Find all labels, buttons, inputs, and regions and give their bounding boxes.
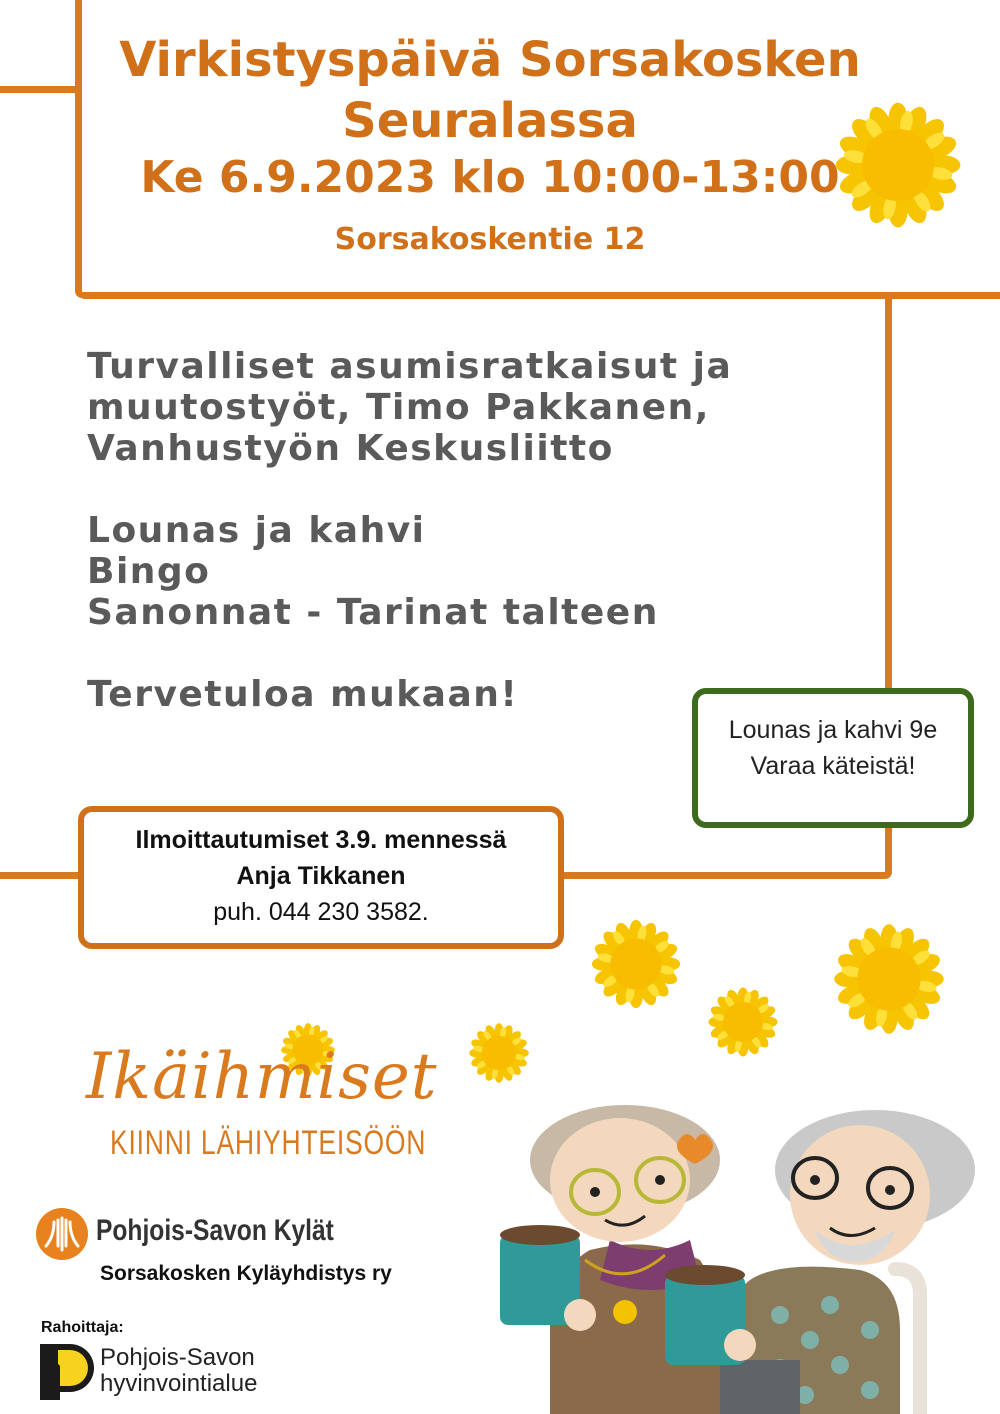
sunflower-icon xyxy=(590,918,682,1010)
program-line: Bingo xyxy=(87,551,211,592)
price-line: Lounas ja kahvi 9e xyxy=(728,716,938,744)
registration-deadline: Ilmoittautumiset 3.9. mennessä xyxy=(135,826,507,854)
frame-line-header-bottom xyxy=(78,292,1000,299)
funder-name-line1: Pohjois-Savon xyxy=(100,1344,255,1371)
event-title-line2: Seuralassa xyxy=(342,93,638,149)
sunflower-icon xyxy=(707,986,779,1058)
registration-phone: puh. 044 230 3582. xyxy=(213,898,429,926)
sunflower-icon xyxy=(832,922,946,1036)
program-line: Turvalliset asumisratkaisut ja xyxy=(87,346,733,387)
price-info-box xyxy=(692,688,974,828)
registration-contact-name: Anja Tikkanen xyxy=(236,862,406,890)
hyvinvointialue-logo-icon xyxy=(40,1344,94,1400)
ikaihmiset-logo-text: Ikäihmiset xyxy=(86,1040,438,1114)
association-name: Sorsakosken Kyläyhdistys ry xyxy=(100,1262,392,1285)
registration-box xyxy=(78,806,564,949)
program-line: Lounas ja kahvi xyxy=(87,510,426,551)
program-line: muutostyöt, Timo Pakkanen, xyxy=(87,387,710,428)
sunflower-icon xyxy=(833,100,963,230)
program-list xyxy=(87,346,732,715)
cash-note: Varaa käteistä! xyxy=(750,752,916,780)
pohjois-savon-kylat-logo-icon xyxy=(36,1208,88,1260)
pohjois-savon-kylat-name: Pohjois-Savon Kylät xyxy=(96,1214,334,1247)
event-datetime: Ke 6.9.2023 klo 10:00-13:00 xyxy=(140,152,840,203)
sunflower-icon xyxy=(468,1022,530,1084)
frame-line-left-top xyxy=(0,86,82,93)
program-line: Sanonnat - Tarinat talteen xyxy=(87,592,659,633)
event-address: Sorsakoskentie 12 xyxy=(334,222,646,257)
event-title-line1: Virkistyspäivä Sorsakosken xyxy=(119,32,861,88)
funder-label: Rahoittaja: xyxy=(41,1319,124,1336)
funder-name-line2: hyvinvointialue xyxy=(100,1370,258,1397)
elderly-couple-with-coffee-illustration xyxy=(480,1100,980,1414)
welcome-text: Tervetuloa mukaan! xyxy=(87,674,519,715)
ikaihmiset-logo-subtitle: KIINNI LÄHIYHTEISÖÖN xyxy=(110,1124,427,1162)
program-line: Vanhustyön Keskusliitto xyxy=(87,428,614,469)
